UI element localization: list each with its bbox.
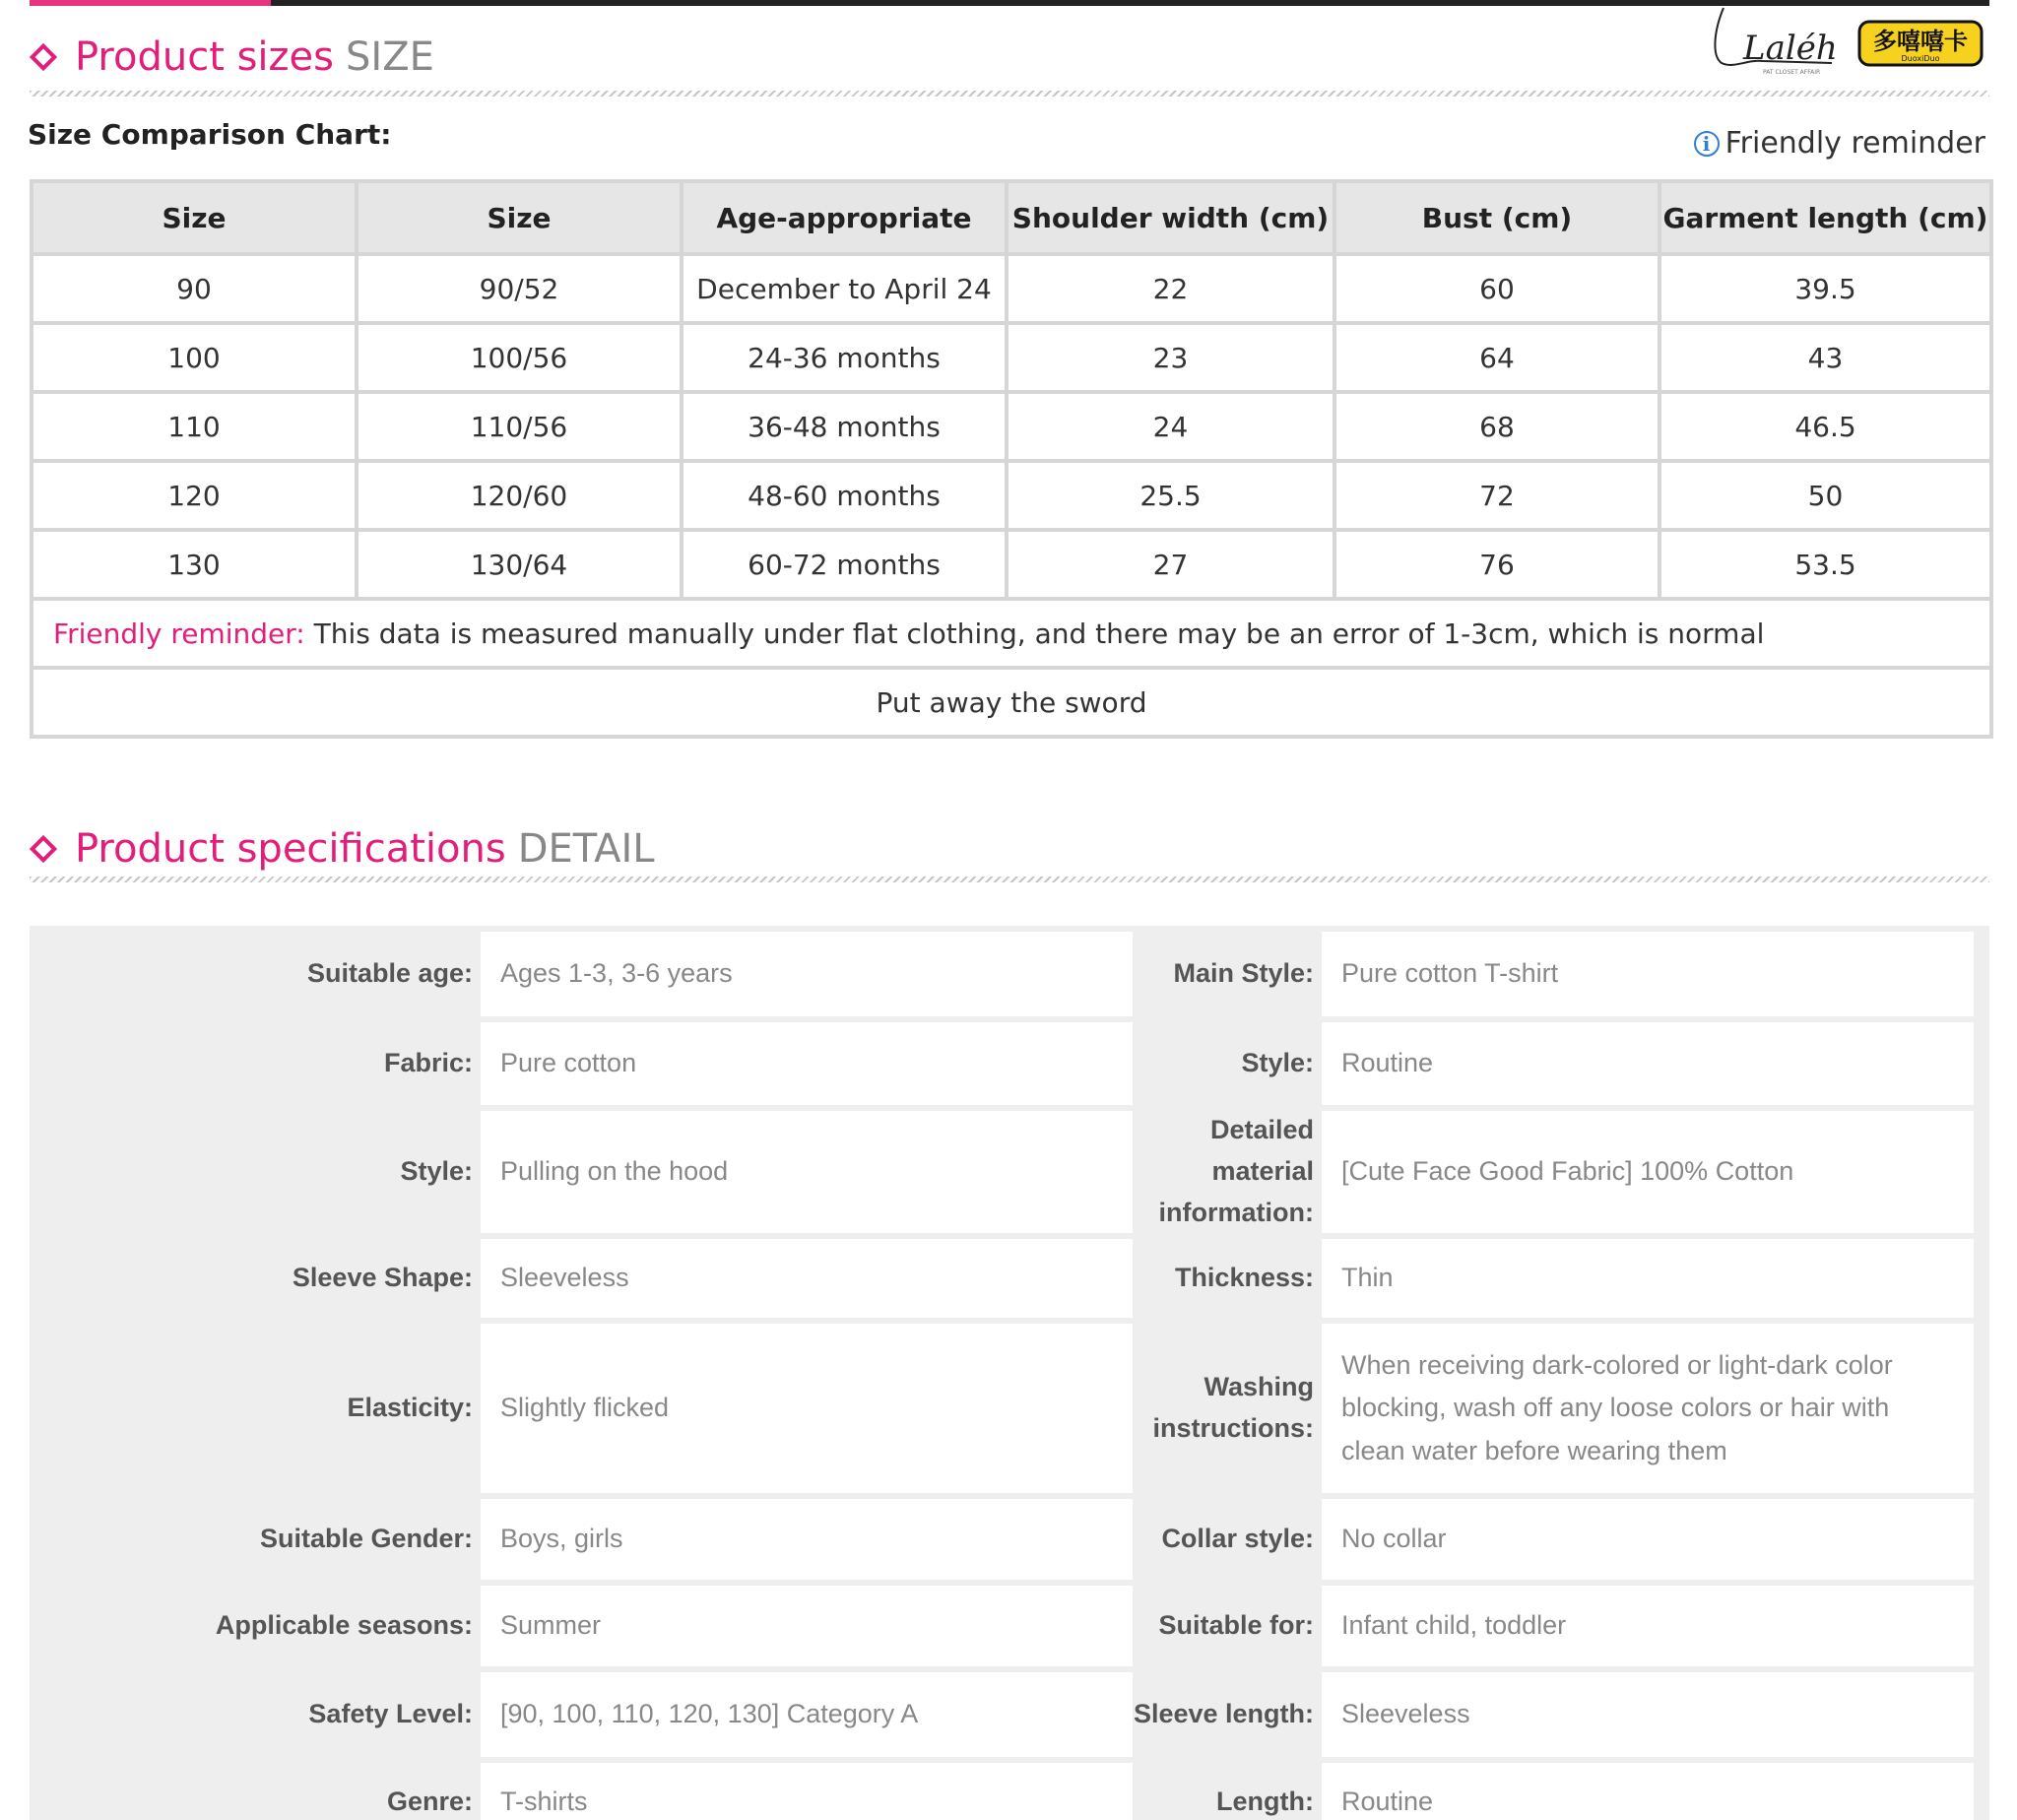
spec-label: Suitable age: — [306, 958, 473, 989]
spec-label: Suitable Gender: — [259, 1524, 473, 1554]
brand-badge-sub: DuoxiDuo — [1901, 54, 1940, 63]
table-header-row — [32, 181, 1991, 254]
table-cell: 130/64 — [357, 530, 682, 599]
table-cell: 64 — [1334, 323, 1659, 392]
table-cell: 60 — [1334, 254, 1659, 323]
spec-label: Collar style: — [1161, 1524, 1314, 1554]
specs-section-title — [30, 819, 655, 878]
logo-tagline: PAT CLOSET AFFAIR — [1763, 69, 1821, 76]
spec-value: Sleeveless — [481, 1239, 1133, 1318]
specs-divider — [30, 877, 1989, 882]
spec-value: Boys, girls — [481, 1499, 1133, 1580]
table-cell: 90/52 — [357, 254, 682, 323]
table-cell: 22 — [1007, 254, 1334, 323]
spec-row — [30, 1239, 1989, 1318]
diamond-icon — [30, 835, 57, 863]
info-icon: i — [1694, 131, 1720, 157]
sizes-title: Product sizes — [75, 34, 334, 80]
spec-value: [90, 100, 110, 120, 130] Category A — [481, 1672, 1133, 1757]
spec-value: Routine — [1322, 1763, 1974, 1820]
spec-value: Thin — [1322, 1239, 1974, 1318]
spec-value: Summer — [481, 1586, 1133, 1666]
top-bar-accent — [30, 0, 271, 6]
specs-subtitle: DETAIL — [517, 826, 655, 872]
spec-value: Pure cotton — [481, 1022, 1133, 1105]
spec-value: Pulling on the hood — [481, 1111, 1133, 1233]
table-cell: 76 — [1334, 530, 1659, 599]
table-cell: 72 — [1334, 461, 1659, 530]
spec-label: Safety Level: — [308, 1699, 473, 1729]
header-size-label: Size — [357, 181, 682, 254]
spec-value: [Cute Face Good Fabric] 100% Cotton — [1322, 1111, 1974, 1233]
table-cell: 46.5 — [1659, 392, 1991, 461]
note-label: Friendly reminder: — [53, 617, 305, 650]
table-cell: 36-48 months — [682, 392, 1007, 461]
table-cell: 120/60 — [357, 461, 682, 530]
header-age: Age-appropriate — [682, 181, 1007, 254]
brand-logo — [1704, 2, 1989, 79]
table-cell: 90 — [32, 254, 357, 323]
specifications-table — [30, 926, 1989, 1820]
header-length: Garment length (cm) — [1659, 181, 1991, 254]
table-cell: 43 — [1659, 323, 1991, 392]
spec-label: Applicable seasons: — [215, 1610, 473, 1641]
logo-text: Laléh — [1743, 29, 1838, 68]
spec-value: Pure cotton T-shirt — [1322, 932, 1974, 1016]
table-cell: 50 — [1659, 461, 1991, 530]
spec-label: Suitable for: — [1158, 1610, 1314, 1641]
table-row — [32, 392, 1991, 461]
spec-label: Detailed material information: — [1158, 1115, 1314, 1227]
table-cell: 100/56 — [357, 323, 682, 392]
brand-badge-text: 多嘻嘻卡 — [1873, 28, 1968, 55]
table-row — [32, 254, 1991, 323]
spec-value: Sleeveless — [1322, 1672, 1974, 1757]
table-footer-text: Put away the sword — [32, 668, 1991, 737]
spec-row — [30, 1499, 1989, 1580]
spec-value: When receiving dark-colored or light-dark color blocking, wash off any loose colors or hair with clean water before wearing them — [1322, 1324, 1974, 1493]
table-cell: 48-60 months — [682, 461, 1007, 530]
spec-value: Slightly flicked — [481, 1324, 1133, 1493]
spec-label: Sleeve length: — [1133, 1699, 1314, 1729]
spec-value: No collar — [1322, 1499, 1974, 1580]
sizes-section-title — [30, 28, 434, 87]
table-cell: 27 — [1007, 530, 1334, 599]
table-cell: 53.5 — [1659, 530, 1991, 599]
table-cell: 130 — [32, 530, 357, 599]
spec-row — [30, 1586, 1989, 1666]
measurement-note — [32, 599, 1991, 668]
table-row — [32, 530, 1991, 599]
table-note-row — [32, 599, 1991, 668]
spec-value: Routine — [1322, 1022, 1974, 1105]
table-cell: 100 — [32, 323, 357, 392]
spec-row — [30, 1324, 1989, 1493]
header-shoulder: Shoulder width (cm) — [1007, 181, 1334, 254]
spec-row — [30, 1111, 1989, 1233]
table-cell: 110/56 — [357, 392, 682, 461]
spec-value: Ages 1-3, 3-6 years — [481, 932, 1133, 1016]
table-cell: 110 — [32, 392, 357, 461]
spec-label: Style: — [1241, 1048, 1314, 1078]
table-cell: 39.5 — [1659, 254, 1991, 323]
table-cell: December to April 24 — [682, 254, 1007, 323]
table-cell: 68 — [1334, 392, 1659, 461]
table-footer-row — [32, 668, 1991, 737]
sizes-divider — [30, 91, 1989, 97]
table-row — [32, 461, 1991, 530]
diamond-icon — [30, 43, 57, 71]
spec-label: Thickness: — [1174, 1263, 1314, 1293]
friendly-reminder-link[interactable] — [1694, 126, 1985, 161]
size-chart-title: Size Comparison Chart: — [28, 118, 392, 151]
table-row — [32, 323, 1991, 392]
table-cell: 25.5 — [1007, 461, 1334, 530]
spec-row — [30, 932, 1989, 1016]
size-comparison-table — [30, 179, 1993, 739]
spec-label: Sleeve Shape: — [292, 1263, 473, 1293]
spec-row — [30, 1763, 1989, 1820]
spec-label: Elasticity: — [347, 1393, 473, 1423]
header-size: Size — [32, 181, 357, 254]
header-bust: Bust (cm) — [1334, 181, 1659, 254]
specs-title: Product specifications — [75, 826, 506, 872]
table-cell: 24 — [1007, 392, 1334, 461]
spec-label: Length: — [1216, 1787, 1314, 1817]
spec-value: T-shirts — [481, 1763, 1133, 1820]
spec-label: Fabric: — [383, 1048, 473, 1078]
spec-label: Washing instructions: — [1152, 1372, 1314, 1443]
note-text: This data is measured manually under flat clothing, and there may be an error of 1-3cm, which is normal — [304, 617, 1765, 650]
friendly-reminder-label: Friendly reminder — [1724, 126, 1985, 161]
spec-label: Genre: — [386, 1787, 473, 1817]
spec-row — [30, 1672, 1989, 1757]
table-cell: 24-36 months — [682, 323, 1007, 392]
table-cell: 120 — [32, 461, 357, 530]
spec-label: Style: — [400, 1156, 473, 1187]
spec-label: Main Style: — [1173, 958, 1314, 989]
spec-row — [30, 1022, 1989, 1105]
top-bar — [30, 0, 1989, 6]
sizes-subtitle: SIZE — [346, 34, 434, 80]
table-cell: 23 — [1007, 323, 1334, 392]
spec-value: Infant child, toddler — [1322, 1586, 1974, 1666]
table-cell: 60-72 months — [682, 530, 1007, 599]
